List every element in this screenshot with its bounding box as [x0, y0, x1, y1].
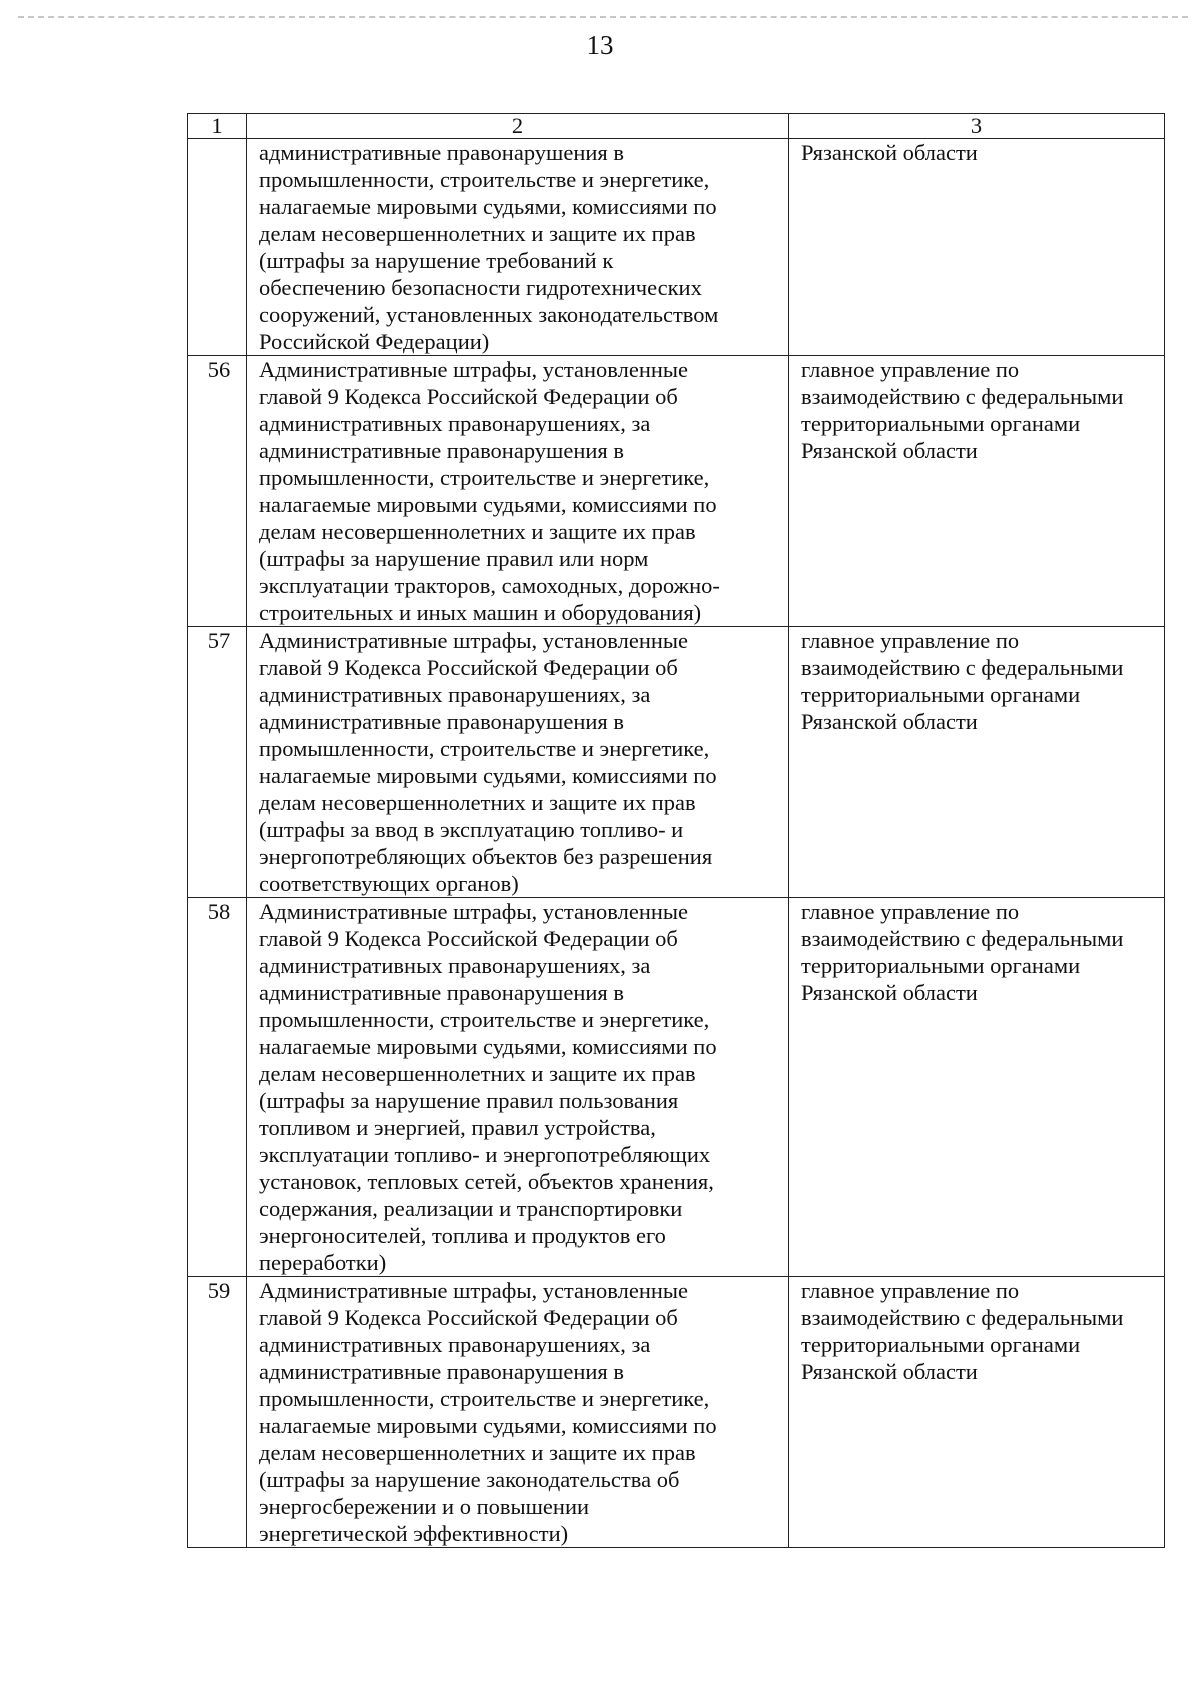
- authority-line: территориальными органами: [801, 1332, 1081, 1357]
- authority-line: Рязанской области: [801, 709, 978, 734]
- authority-line: взаимодействию с федеральными: [801, 926, 1124, 951]
- description-line: налагаемые мировыми судьями, комиссиями по: [259, 194, 717, 219]
- description-line: строительных и иных машин и оборудования): [259, 600, 702, 625]
- description-line: сооружений, установленных законодательством: [259, 302, 719, 327]
- description-line: (штрафы за нарушение правил или норм: [259, 546, 649, 571]
- row-number: 56: [188, 356, 247, 627]
- description-line: (штрафы за ввод в эксплуатацию топливо- и: [259, 817, 684, 842]
- description-line: установок, тепловых сетей, объектов хранения,: [259, 1169, 714, 1194]
- description-line: промышленности, строительстве и энергетике,: [259, 736, 710, 761]
- authority-line: главное управление по: [801, 357, 1020, 382]
- table-body: [188, 139, 1165, 1548]
- row-number: [188, 139, 247, 356]
- authority-line: взаимодействию с федеральными: [801, 384, 1124, 409]
- table-row: [188, 1277, 1165, 1548]
- authority-line: территориальными органами: [801, 682, 1081, 707]
- description-line: делам несовершеннолетних и защите их прав: [259, 790, 696, 815]
- description-line: налагаемые мировыми судьями, комиссиями по: [259, 1034, 717, 1059]
- description-line: административных правонарушениях, за: [259, 1332, 651, 1357]
- description-line: (штрафы за нарушение требований к: [259, 248, 614, 273]
- authority-line: взаимодействию с федеральными: [801, 1305, 1124, 1330]
- description-line: административные правонарушения в: [259, 709, 625, 734]
- description-line: налагаемые мировыми судьями, комиссиями по: [259, 492, 717, 517]
- table-row: [188, 627, 1165, 898]
- description-line: энергоносителей, топлива и продуктов его: [259, 1223, 666, 1248]
- fine-description: [247, 139, 789, 356]
- description-line: Административные штрафы, установленные: [259, 1278, 689, 1303]
- description-line: делам несовершеннолетних и защите их прав: [259, 1440, 696, 1465]
- description-line: Административные штрафы, установленные: [259, 357, 689, 382]
- authority-line: Рязанской области: [801, 140, 978, 165]
- row-number: 58: [188, 898, 247, 1277]
- header-col-2: 2: [247, 114, 789, 139]
- description-line: налагаемые мировыми судьями, комиссиями по: [259, 763, 717, 788]
- description-line: энергопотребляющих объектов без разрешения: [259, 844, 713, 869]
- description-line: промышленности, строительстве и энергетике,: [259, 1386, 710, 1411]
- fine-description: [247, 627, 789, 898]
- description-line: промышленности, строительстве и энергетике,: [259, 465, 710, 490]
- authority-line: главное управление по: [801, 1278, 1020, 1303]
- table-row: [188, 139, 1165, 356]
- responsible-authority: [789, 1277, 1165, 1548]
- fine-description: [247, 356, 789, 627]
- responsible-authority: [789, 356, 1165, 627]
- description-line: административных правонарушениях, за: [259, 682, 651, 707]
- description-line: главой 9 Кодекса Российской Федерации об: [259, 384, 678, 409]
- description-line: Российской Федерации): [259, 329, 490, 354]
- authority-line: Рязанской области: [801, 980, 978, 1005]
- authority-line: территориальными органами: [801, 953, 1081, 978]
- description-line: (штрафы за нарушение правил пользования: [259, 1088, 679, 1113]
- authority-line: Рязанской области: [801, 1359, 978, 1384]
- authority-line: взаимодействию с федеральными: [801, 655, 1124, 680]
- description-line: главой 9 Кодекса Российской Федерации об: [259, 655, 678, 680]
- description-line: Административные штрафы, установленные: [259, 899, 689, 924]
- description-line: главой 9 Кодекса Российской Федерации об: [259, 1305, 678, 1330]
- description-line: топливом и энергией, правил устройства,: [259, 1115, 656, 1140]
- description-line: соответствующих органов): [259, 871, 519, 896]
- description-line: административных правонарушениях, за: [259, 953, 651, 978]
- fines-table: [187, 113, 1165, 1548]
- description-line: энергосбережении и о повышении: [259, 1494, 590, 1519]
- responsible-authority: [789, 898, 1165, 1277]
- authority-line: территориальными органами: [801, 411, 1081, 436]
- fine-description: [247, 898, 789, 1277]
- description-line: административные правонарушения в: [259, 980, 625, 1005]
- description-line: эксплуатации тракторов, самоходных, дорожно-: [259, 573, 720, 598]
- description-line: налагаемые мировыми судьями, комиссиями по: [259, 1413, 717, 1438]
- description-line: административные правонарушения в: [259, 140, 625, 165]
- fine-description: [247, 1277, 789, 1548]
- description-line: административные правонарушения в: [259, 1359, 625, 1384]
- row-number: 59: [188, 1277, 247, 1548]
- description-line: энергетической эффективности): [259, 1521, 569, 1546]
- description-line: делам несовершеннолетних и защите их прав: [259, 1061, 696, 1086]
- scan-edge-artifact: [18, 16, 1188, 18]
- description-line: Административные штрафы, установленные: [259, 628, 689, 653]
- description-line: главой 9 Кодекса Российской Федерации об: [259, 926, 678, 951]
- header-col-3: 3: [789, 114, 1165, 139]
- description-line: переработки): [259, 1250, 387, 1275]
- description-line: обеспечению безопасности гидротехнических: [259, 275, 702, 300]
- header-col-1: 1: [188, 114, 247, 139]
- description-line: административные правонарушения в: [259, 438, 625, 463]
- authority-line: Рязанской области: [801, 438, 978, 463]
- description-line: содержания, реализации и транспортировки: [259, 1196, 683, 1221]
- responsible-authority: [789, 139, 1165, 356]
- description-line: делам несовершеннолетних и защите их прав: [259, 519, 696, 544]
- responsible-authority: [789, 627, 1165, 898]
- description-line: эксплуатации топливо- и энергопотребляющих: [259, 1142, 711, 1167]
- description-line: делам несовершеннолетних и защите их прав: [259, 221, 696, 246]
- description-line: промышленности, строительстве и энергетике,: [259, 167, 710, 192]
- description-line: административных правонарушениях, за: [259, 411, 651, 436]
- row-number: 57: [188, 627, 247, 898]
- authority-line: главное управление по: [801, 628, 1020, 653]
- page-number: 13: [586, 30, 614, 60]
- description-line: промышленности, строительстве и энергетике,: [259, 1007, 710, 1032]
- authority-line: главное управление по: [801, 899, 1020, 924]
- table-header-row: [188, 114, 1165, 139]
- description-line: (штрафы за нарушение законодательства об: [259, 1467, 680, 1492]
- table-row: [188, 356, 1165, 627]
- table-row: [188, 898, 1165, 1277]
